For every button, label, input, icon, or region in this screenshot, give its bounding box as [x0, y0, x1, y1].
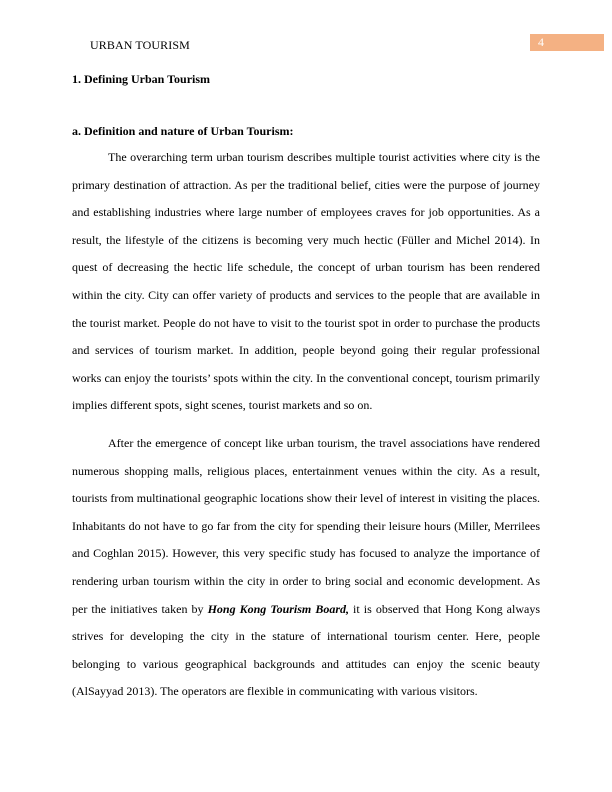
paragraph-2-text-start: After the emergence of concept like urban tourism, the travel associations have rendered numerous shopping malls, religious places, entertainment venues within the city. As a result, tourists from multinational geographic locations show their level of interest in visiting the places. Inhabitants do not have to go far from the city for spending their leisure hours (Miller, Merrilees and Coghlan 2015). However, this very specific study has focused to analyze the importance of rendering urban tourism within the city in order to bring social and economic development. As per the initiatives taken by: [72, 436, 540, 616]
section-heading: 1. Defining Urban Tourism: [72, 72, 211, 86]
subsection-heading: a. Definition and nature of Urban Tourism:: [72, 124, 294, 138]
page-number-badge: [530, 34, 604, 51]
page-number: 4: [538, 35, 544, 49]
running-header-title: URBAN TOURISM: [90, 38, 190, 52]
organization-name-emphasis: Hong Kong Tourism Board,: [207, 601, 349, 616]
body-paragraph-2: [72, 430, 540, 706]
body-paragraph-1: The overarching term urban tourism describes multiple tourist activities where city is the primary destination of attraction. As per the traditional belief, cities were the purpose of journey and establishing industries where large number of employees craves for job opportunities. As a result, the lifestyle of the citizens is becoming very much hectic (Füller and Michel 2014). In quest of decreasing the hectic life schedule, the concept of urban tourism has been rendered within the city. City can offer variety of products and services to the people that are available in the tourist market. People do not have to visit to the tourist spot in order to purchase the products and services of tourism market. In addition, people beyond going their regular professional works can enjoy the tourists’ spots within the city. In the conventional concept, tourism primarily implies different spots, sight scenes, tourist markets and so on.: [72, 150, 540, 413]
paragraph-2-text-end: it is observed that Hong Kong always strives for developing the city in the stature of international tourism center. Here, people belonging to various geographical backgrounds and attitudes can enjoy the scenic beauty (AlSayyad 2013). The operators are flexible in communicating with various visitors.: [72, 601, 541, 699]
